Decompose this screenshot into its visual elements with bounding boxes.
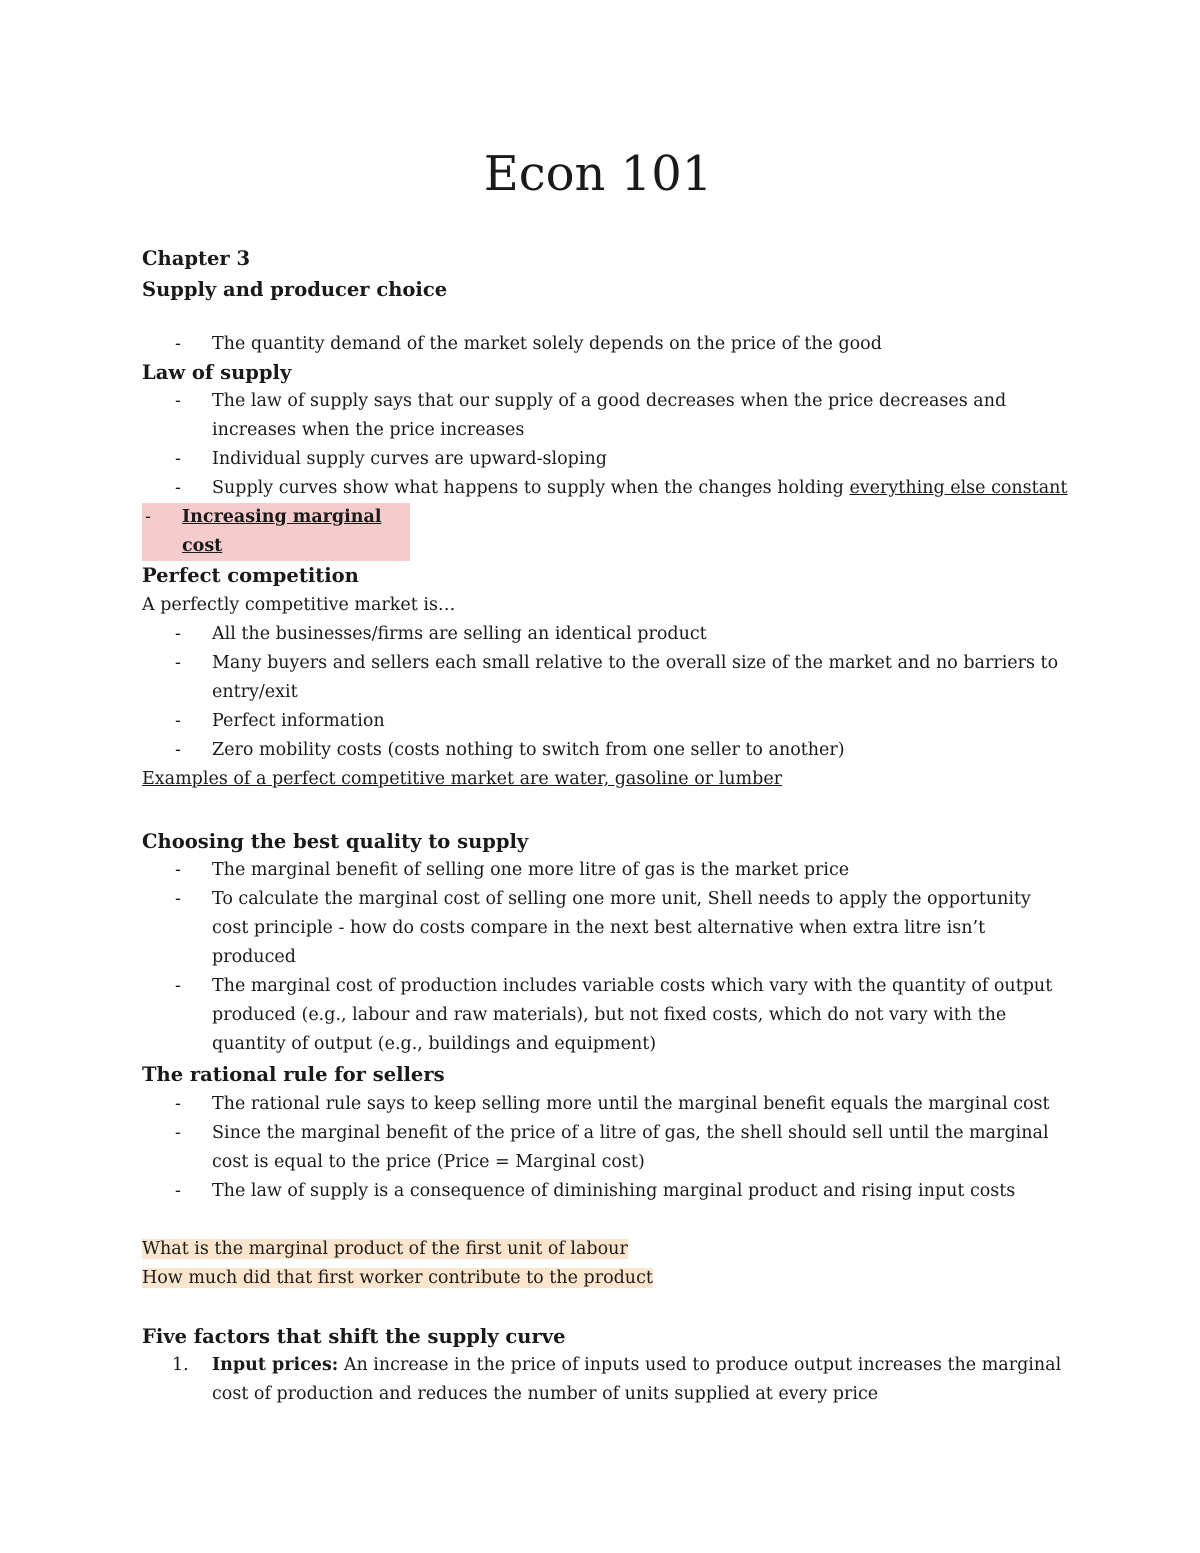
list-item: - The law of supply is a consequence of diminishing marginal product and rising input costs: [175, 1181, 1016, 1201]
list-item: - The quantity demand of the market solely depends on the price of the good: [175, 334, 882, 354]
list-item: - Since the marginal benefit of the price of a litre of gas, the shell should sell until the marginal cost is equal to the price (Price = Marginal cost): [175, 1123, 1049, 1172]
list-item: - All the businesses/firms are selling an identical product: [175, 624, 707, 644]
list-item: - To calculate the marginal cost of selling one more unit, Shell needs to apply the opportunity cost principle - how do costs compare in the next best alternative when extra litre isn’t produced: [175, 889, 1031, 967]
chapter-label: Chapter 3: [142, 247, 251, 270]
examples-line: Examples of a perfect competitive market are water, gasoline or lumber: [142, 769, 783, 789]
list-item: - Supply curves show what happens to supply when the changes holding everything else constant: [175, 478, 1068, 498]
section-heading-five-factors: Five factors that shift the supply curve: [142, 1325, 566, 1348]
chapter-title: Supply and producer choice: [142, 278, 448, 301]
section-heading-rational-rule: The rational rule for sellers: [142, 1063, 445, 1086]
list-item: - Zero mobility costs (costs nothing to switch from one seller to another): [175, 740, 845, 760]
choosing-list: [142, 856, 1072, 1059]
perfect-competition-intro: A perfectly competitive market is…: [142, 595, 456, 615]
intro-list: [142, 330, 1072, 359]
spacer: [142, 306, 1072, 330]
list-item: - Perfect information: [175, 711, 385, 731]
section-heading-perfect-competition: Perfect competition: [142, 564, 359, 587]
perfect-competition-list: [142, 620, 1072, 765]
spacer: [142, 794, 1072, 827]
list-item: - The rational rule says to keep selling more until the marginal benefit equals the marginal cost: [175, 1094, 1050, 1114]
list-item: - The marginal benefit of selling one more litre of gas is the market price: [175, 860, 850, 880]
section-heading-choosing: Choosing the best quality to supply: [142, 830, 529, 853]
question-line: How much did that first worker contribute to the product: [142, 1268, 653, 1288]
underlined-phrase: everything else constant: [849, 478, 1068, 498]
law-of-supply-list: [142, 387, 1072, 561]
spacer: [142, 1293, 1072, 1322]
question-line: What is the marginal product of the first unit of labour: [142, 1239, 628, 1259]
document-body: [142, 244, 1072, 1409]
list-item: - Individual supply curves are upward-sloping: [175, 449, 607, 469]
five-factors-list: [142, 1351, 1072, 1409]
list-item: - The marginal cost of production includes variable costs which vary with the quantity of output produced (e.g., labour and raw materials), but not fixed costs, which do not vary with the quantity of output (e.g., buildings and equipment): [175, 976, 1053, 1054]
list-item: 1. Input prices: An increase in the price of inputs used to produce output increases the marginal cost of production and reduces the number of units supplied at every price: [172, 1355, 1062, 1404]
highlighted-list-item: - Increasing marginal cost: [142, 503, 410, 561]
list-item: - The law of supply says that our supply of a good decreases when the price decreases and increases when the price increases: [175, 391, 1007, 440]
document-title: Econ 101: [483, 146, 713, 202]
rational-rule-list: [142, 1090, 1072, 1206]
section-heading-law-of-supply: Law of supply: [142, 361, 292, 384]
spacer: [142, 1206, 1072, 1235]
list-item: - Many buyers and sellers each small relative to the overall size of the market and no barriers to entry/exit: [175, 653, 1059, 702]
